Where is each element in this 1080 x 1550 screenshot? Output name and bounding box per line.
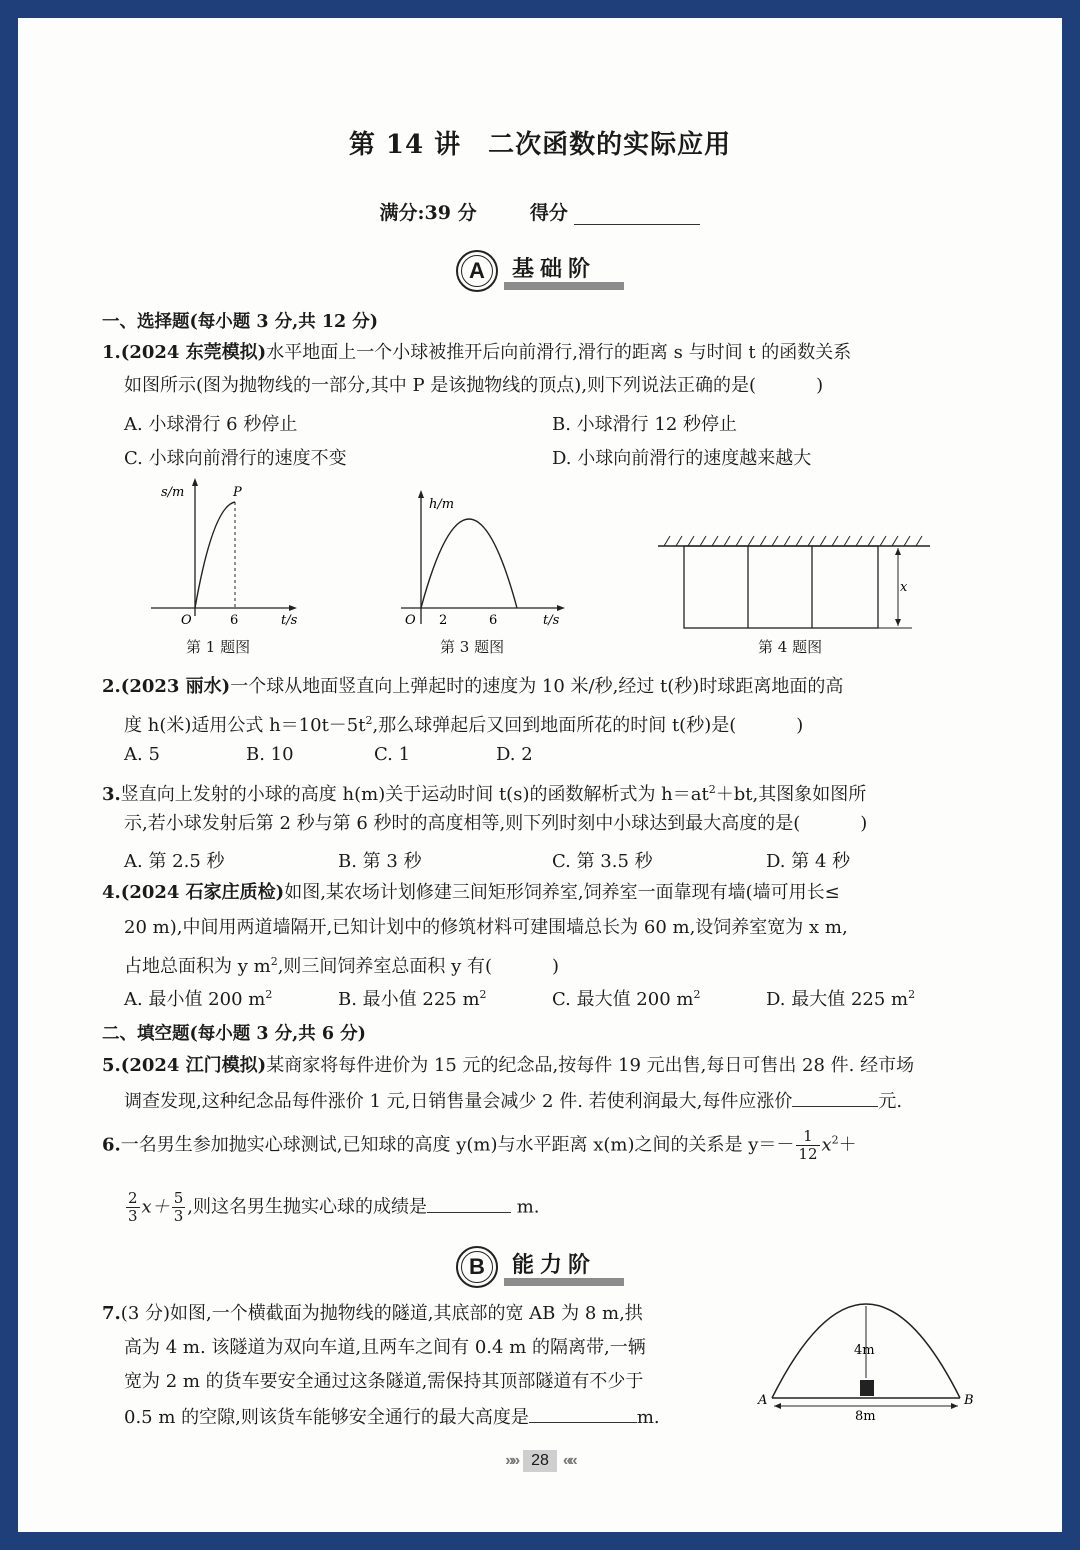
q6-f3-num: 5 (173, 1189, 184, 1207)
q5-line2 (124, 1088, 902, 1114)
worksheet-page (18, 18, 1062, 1532)
fig3-y-arrow (418, 490, 424, 498)
figure-7 (748, 1294, 988, 1424)
q1-line2 (124, 374, 823, 398)
q5-text1: 某商家将每件进价为 15 元的纪念品,按每件 19 元出售,每日可售出 28 件. 经市场 (266, 1055, 915, 1076)
q2-option-a: A. 5 (124, 744, 160, 765)
q1-text1: 水平地面上一个小球被推开后向前滑行,滑行的距离 s 与时间 t 的函数关系 (266, 342, 852, 363)
section-fill: 二、填空题(每小题 3 分,共 6 分) (102, 1024, 366, 1044)
level-a-bar (504, 282, 624, 290)
q6-f1-num: 1 (796, 1128, 819, 1146)
q3-number: 3. (102, 784, 121, 805)
q4-option-d-text: D. 最大值 225 m (766, 989, 909, 1010)
fig4-dim-arrow-bottom (895, 619, 901, 626)
q1-number: 1. (102, 342, 121, 363)
full-score: 满分:39 分 (379, 202, 477, 224)
q6-frac-2-3 (126, 1190, 140, 1225)
q3-option-a: A. 第 2.5 秒 (124, 851, 225, 872)
level-b-heading (456, 1246, 656, 1290)
q2-exp: 2 (365, 714, 373, 727)
q4-option-b-text: B. 最小值 225 m (338, 989, 480, 1010)
q3-exp: 2 (708, 783, 716, 796)
figure-3 (393, 488, 583, 628)
q2-option-c: C. 1 (374, 744, 411, 765)
fig7-point-b: B (964, 1393, 974, 1408)
q6-frac-1-12 (796, 1128, 819, 1163)
q6-frac-5-3 (172, 1190, 186, 1225)
q4-line1 (102, 881, 840, 905)
level-a-heading (456, 250, 656, 294)
fig7-width-label: 8m (855, 1409, 876, 1424)
q7-text1: (3 分)如图,一个横截面为抛物线的隧道,其底部的宽 AB 为 8 m,拱 (120, 1303, 643, 1324)
q4-option-c-text: C. 最大值 200 m (552, 989, 694, 1010)
q6-x2: x＋ (141, 1196, 170, 1218)
figure-4 (654, 532, 934, 632)
q4-number: 4. (102, 882, 121, 903)
q3-option-c: C. 第 3.5 秒 (552, 851, 653, 872)
fig4-dim-label: x (900, 580, 908, 595)
q3-option-d: D. 第 4 秒 (766, 851, 851, 872)
q2-number: 2. (102, 676, 121, 697)
q4-line2: 20 m),中间用两道墙隔开,已知计划中的修筑材料可建围墙总长为 60 m,设饲养室宽为 x m, (124, 917, 848, 938)
q4-option-c-exp: 2 (693, 988, 701, 1001)
fig4-wall-hatch (664, 536, 922, 546)
q6-f3-den: 3 (173, 1207, 184, 1225)
footer-arrows-right: «« (562, 1452, 575, 1469)
fig4-caption: 第 4 题图 (758, 638, 823, 656)
q3-text1a: 竖直向上发射的小球的高度 h(m)关于运动时间 t(s)的函数解析式为 h＝at (120, 784, 709, 805)
q7-answer-blank[interactable] (529, 1404, 637, 1423)
fig3-tick-2: 2 (439, 613, 448, 628)
fig7-height-label: 4m (854, 1343, 875, 1358)
level-b-badge: B (456, 1246, 498, 1288)
q7-line1 (102, 1302, 643, 1326)
q5-text2: 调查发现,这种纪念品每件涨价 1 元,日销售量会减少 2 件. 若使利润最大,每件应涨价 (124, 1091, 793, 1112)
q3-text1b: ＋bt,其图象如图所 (715, 784, 867, 805)
q3-option-b: B. 第 3 秒 (338, 851, 422, 872)
fig3-origin: O (405, 613, 416, 628)
q4-option-a-exp: 2 (265, 988, 273, 1001)
q3-line2 (124, 812, 867, 836)
fig1-caption: 第 1 题图 (186, 638, 251, 656)
q6-unit: m. (516, 1196, 540, 1218)
q6-line2 (124, 1190, 540, 1225)
q5-unit: 元. (878, 1091, 903, 1112)
q6-plus: ＋ (838, 1134, 857, 1156)
fig1-x-arrow (289, 605, 297, 611)
q5-source: (2024 江门模拟) (120, 1055, 267, 1076)
q6-line1 (102, 1128, 857, 1163)
fig3-caption: 第 3 题图 (440, 638, 505, 656)
fig1-origin: O (181, 613, 192, 626)
q4-exp: 2 (270, 955, 278, 968)
level-b-label: 能力阶 (512, 1252, 597, 1278)
footer-arrows-left: »» (505, 1452, 518, 1469)
q4-line3 (124, 950, 559, 979)
q2-line2 (124, 709, 803, 738)
q6-answer-blank[interactable] (427, 1194, 511, 1213)
fig1-x-label: t/s (281, 613, 298, 626)
page-footer (18, 1450, 1062, 1472)
q3-text2: 示,若小球发射后第 2 秒与第 6 秒时的高度相等,则下列时刻中小球达到最大高度的是( (124, 813, 801, 834)
q6-number: 6. (102, 1134, 121, 1156)
q1-text2: 如图所示(图为抛物线的一部分,其中 P 是该抛物线的顶点),则下列说法正确的是( (124, 375, 757, 396)
q4-option-d-exp: 2 (908, 988, 916, 1001)
fig1-tick: 6 (230, 613, 239, 626)
q2-close: ) (796, 715, 804, 736)
fig1-curve (195, 502, 235, 608)
q1-option-b: B. 小球滑行 12 秒停止 (552, 414, 738, 435)
q3-line1 (102, 778, 866, 807)
q1-source: (2024 东莞模拟) (120, 342, 267, 363)
q2-text2b: ,那么球弹起后又回到地面所花的时间 t(秒)是( (372, 715, 737, 736)
q7-line2: 高为 4 m. 该隧道为双向车道,且两车之间有 0.4 m 的隔离带,一辆 (124, 1337, 646, 1358)
figure-1 (143, 476, 313, 626)
page-title: 第 14 讲 二次函数的实际应用 (348, 130, 732, 160)
q7-line3: 宽为 2 m 的货车要安全通过这条隧道,需保持其顶部隧道有不少于 (124, 1371, 644, 1392)
q1-option-c: C. 小球向前滑行的速度不变 (124, 448, 347, 469)
q6-exp: 2 (831, 1133, 839, 1147)
fig3-x-label: t/s (543, 613, 560, 628)
fig3-tick-6: 6 (489, 613, 498, 628)
q1-option-a: A. 小球滑行 6 秒停止 (124, 414, 298, 435)
score-blank[interactable] (574, 206, 700, 225)
q4-option-a (124, 985, 272, 1011)
q4-text3a: 占地总面积为 y m (124, 956, 271, 977)
q3-close: ) (860, 813, 868, 834)
fig3-y-label: h/m (429, 497, 455, 512)
q2-text1: 一个球从地面竖直向上弹起时的速度为 10 米/秒,经过 t(秒)时球距离地面的高 (230, 676, 844, 697)
fig1-y-arrow (192, 478, 198, 486)
q4-option-b (338, 985, 487, 1011)
q4-source: (2024 石家庄质检) (120, 882, 285, 903)
q1-option-d: D. 小球向前滑行的速度越来越大 (552, 448, 812, 469)
score-label: 得分 (529, 202, 568, 224)
q4-option-c (552, 985, 700, 1011)
q5-answer-blank[interactable] (792, 1088, 878, 1107)
fig7-point-a: A (758, 1393, 768, 1408)
q2-option-b: B. 10 (246, 744, 294, 765)
level-b-bar (504, 1278, 624, 1286)
fig7-width-arrow-right (951, 1403, 958, 1409)
q7-number: 7. (102, 1303, 121, 1324)
q5-number: 5. (102, 1055, 121, 1076)
q2-source: (2023 丽水) (120, 676, 231, 697)
fig4-outline (684, 546, 878, 628)
q5-line1 (102, 1054, 914, 1078)
q1-close: ) (816, 375, 824, 396)
score-line (18, 198, 1062, 225)
q4-text3b: ,则三间饲养室总面积 y 有( (277, 956, 493, 977)
fig3-x-arrow (557, 605, 565, 611)
q6-text2: ,则这名男生抛实心球的成绩是 (187, 1196, 427, 1218)
q7-unit: m. (636, 1407, 660, 1428)
q2-option-d: D. 2 (496, 744, 533, 765)
fig3-curve (421, 519, 517, 608)
q4-option-b-exp: 2 (479, 988, 487, 1001)
q4-option-a-text: A. 最小值 200 m (124, 989, 266, 1010)
q6-text1: 一名男生参加抛实心球测试,已知球的高度 y(m)与水平距离 x(m)之间的关系是 y＝－ (120, 1134, 795, 1156)
fig7-width-arrow-left (774, 1403, 781, 1409)
q6-f2-num: 2 (128, 1189, 138, 1207)
level-a-label: 基础阶 (512, 256, 597, 282)
fig7-truck-marker (860, 1380, 874, 1396)
q4-close: ) (552, 956, 560, 977)
q2-line1 (102, 675, 843, 699)
q7-line4 (124, 1404, 660, 1430)
q4-option-d (766, 985, 915, 1011)
fig4-dim-arrow-top (895, 548, 901, 555)
section-choice: 一、选择题(每小题 3 分,共 12 分) (102, 312, 379, 332)
q6-f1-den: 12 (798, 1145, 818, 1163)
q4-text1: 如图,某农场计划修建三间矩形饲养室,饲养室一面靠现有墙(墙可用长≤ (284, 882, 840, 903)
q1-line1 (102, 341, 851, 365)
level-a-badge: A (456, 250, 498, 292)
q7-text4: 0.5 m 的空隙,则该货车能够安全通行的最大高度是 (124, 1407, 529, 1428)
q6-x1: x (821, 1134, 832, 1156)
fig1-y-label: s/m (161, 485, 185, 500)
q2-text2a: 度 h(米)适用公式 h＝10t－5t (124, 715, 366, 736)
page-number: 28 (523, 1450, 557, 1472)
q6-f2-den: 3 (128, 1207, 138, 1225)
fig1-point: P (233, 485, 242, 500)
